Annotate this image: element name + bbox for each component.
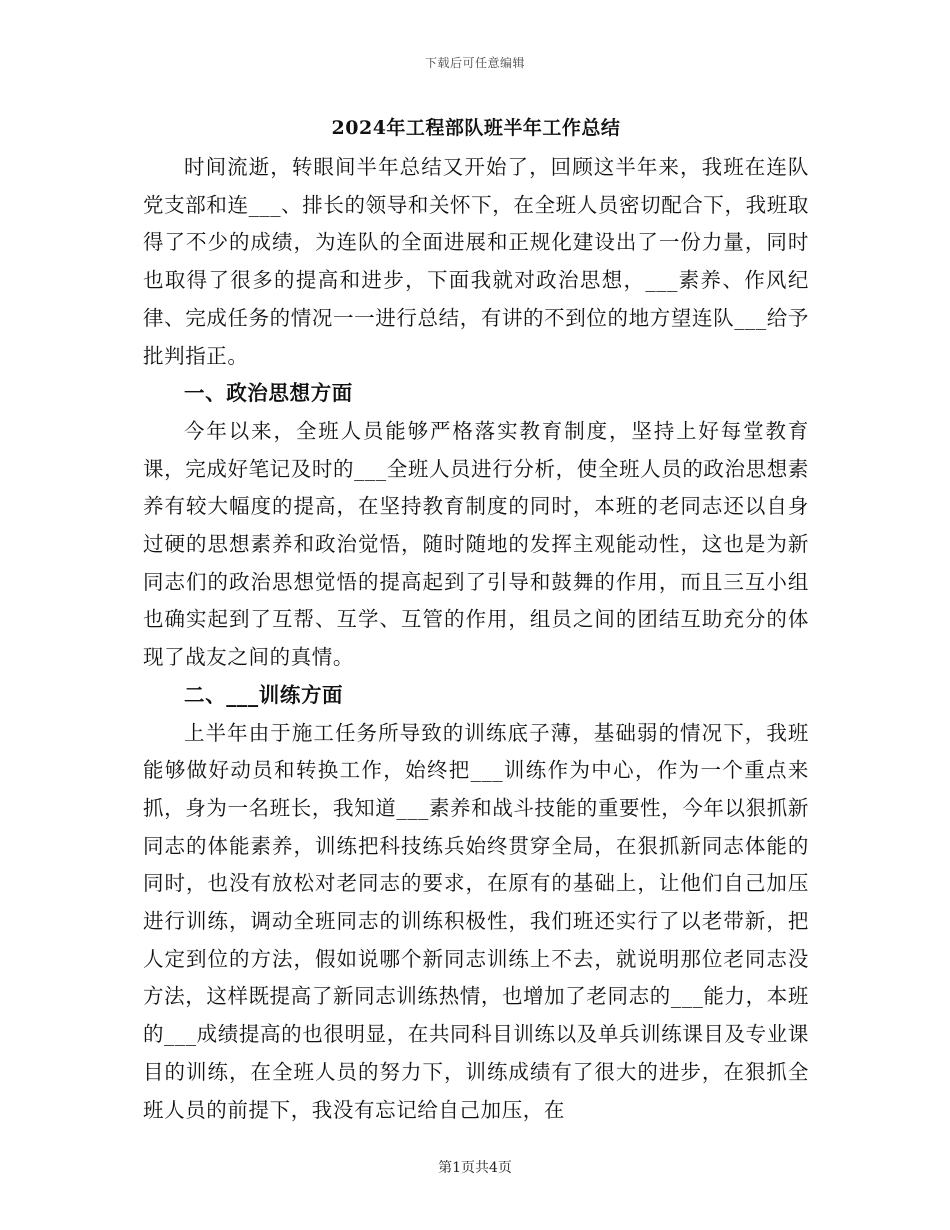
page-footer: 第1页共4页 — [438, 1160, 512, 1176]
document-title: 2024年工程部队班半年工作总结 — [331, 117, 621, 139]
section-body-politics: 今年以来，全班人员能够严格落实教育制度，坚持上好每堂教育课，完成好笔记及时的___全班人员进行分析，使全班人员的政治思想素养有较大幅度的提高，在坚持教育制度的同时，本班的老同志还以自身过硬的思想素养和政治觉悟，随时随地的发挥主观能动性，这也是为新同志们的政治思想觉悟的提高起到了引导和鼓舞的作用，而且三互小组也确实起到了互帮、互学、互管的作用，组员之间的团结互助充分的体现了战友之间的真情。 — [143, 418, 809, 670]
section-heading-training: 二、___训练方面 — [184, 682, 344, 707]
document-content — [143, 113, 809, 1129]
section-body-training: 上半年由于施工任务所导致的训练底子薄，基础弱的情况下，我班能够做好动员和转换工作，始终把___训练作为中心，作为一个重点来抓，身为一名班长，我知道___素养和战斗技能的重要性，今年以狠抓新同志的体能素养，训练把科技练兵始终贯穿全局，在狠抓新同志体能的同时，也没有放松对老同志的要求，在原有的基础上，让他们自己加压进行训练，调动全班同志的训练积极性，我们班还实行了以老带新，把人定到位的方法，假如说哪个新同志训练上不去，就说明那位老同志没方法，这样既提高了新同志训练热情，也增加了老同志的___能力，本班的___成绩提高的也很明显，在共同科目训练以及单兵训练课目及专业课目的训练，在全班人员的努力下，训练成绩有了很大的进步，在狠抓全班人员的前提下，我没有忘记给自己加压，在 — [143, 720, 809, 1122]
header-note: 下载后可任意编辑 — [424, 56, 525, 70]
section-heading-politics: 一、政治思想方面 — [184, 381, 353, 406]
intro-paragraph: 时间流逝，转眼间半年总结又开始了，回顾这半年来，我班在连队党支部和连___、排长的领导和关怀下，在全班人员密切配合下，我班取得了不少的成绩，为连队的全面进展和正规化建设出了一份力量，同时也取得了很多的提高和进步，下面我就对政治思想，___素养、作风纪律、完成任务的情况一一进行总结，有讲的不到位的地方望连队___给予批判指正。 — [143, 155, 809, 368]
